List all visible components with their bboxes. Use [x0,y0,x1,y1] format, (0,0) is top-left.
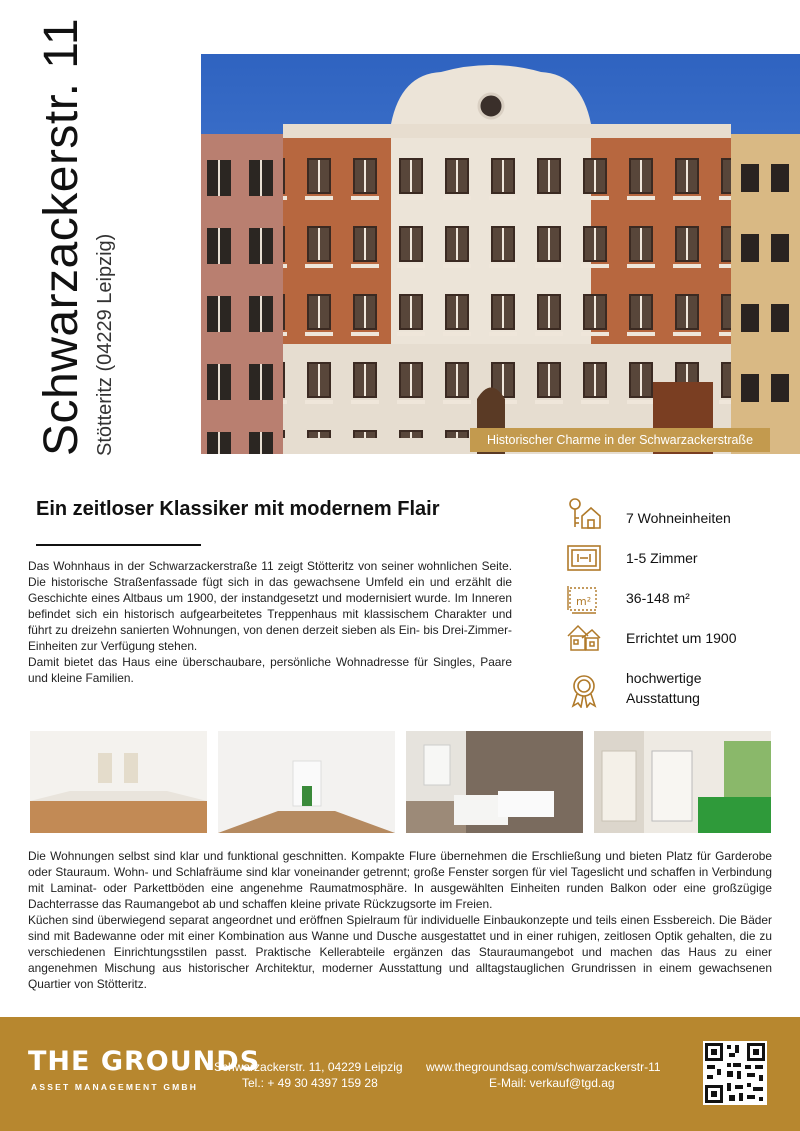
location-subtitle: Stötteritz (04229 Leipzig) [94,233,116,456]
feature-icon-building [566,620,602,661]
interior-photo-hallway [218,731,395,833]
company-logo: THE GROUNDS [28,1046,261,1077]
vertical-title [35,17,116,456]
feature-icon-floorplan [566,540,602,581]
svg-text:m²: m² [576,595,592,608]
feature-rooms: 1-5 Zimmer [626,550,698,566]
feature-icon-area [566,580,602,621]
feature-built: Errichtet um 1900 [626,630,737,646]
quality-badge-icon [566,672,602,708]
floorplan-icon [566,540,602,576]
area-m2-icon [566,580,602,616]
interior-photo-living-room [30,731,207,833]
page-title: Schwarzackerstr. 11 [35,17,88,456]
interior-photo-balcony [594,731,771,833]
interior-photo-bathroom [406,731,583,833]
section-heading: Ein zeitloser Klassiker mit modernem Flair [36,498,440,520]
feature-area: 36-148 m² [626,590,690,606]
feature-icon-key-house [566,496,602,537]
qr-code[interactable] [703,1041,767,1105]
footer-address: Schwarzackerstr. 11, 04229 Leipzig [214,1060,403,1074]
description-paragraph: Die Wohnungen selbst sind klar und funktional geschnitten. Kompakte Flure übernehmen die Erschließung und bieten Platz für Garderobe oder Stauraum. Wohn- und Schlafräume sind klar voneinander getrennt; große Fenster sorgen für viel Tageslicht und schaffen in Verbindung mit Laminat- oder Parkettböden eine angenehme Raumatmosphäre. In ausgewählten Einheiten runden Balkon oder eine großzügige Dachterrasse das Raumangebot ab und schaffen kleine private Rückzugsorte im Freien. Küchen sind überwiegend separat angeordnet und eröffnen Spielraum für individuelle Einbaukonzepte und teils einen Essbereich. Die Bäder sind mit Badewanne oder mit einer Kombination aus Wanne und Dusche ausgestattet und in einer ruhigen, zeitlosen Optik gehalten, die zu verschiedenen Einrichtungsstilen passt. Praktische Kellerabteile ergänzen das Stauraumangebot und machen das Haus zu einer angenehmen Mischung aus historischer Architektur, moderner Ausstattung und alltagstauglichen Grundrissen in einem gewachsenen Quartier von Stötteritz. [28,849,772,991]
key-house-icon [566,496,602,532]
company-logo-subtitle: ASSET MANAGEMENT GMBH [31,1082,199,1092]
intro-paragraph: Das Wohnhaus in der Schwarzackerstraße 11 zeigt Stötteritz von seiner wohnlichen Seite. Die historische Straßenfassade fügt sich in das gewachsene Umfeld ein und erzählt die Geschichte eines Altbaus um 1900, der instandgesetzt und modernisiert wurde. Im Inneren befindet sich ein historisch aufgearbeitetes Treppenhaus mit klassischem Charakter und führt zu dreizehn sanierten Wohnungen, von denen derzeit sieben als Ein- bis Drei-Zimmer-Einheiten zur Verfügung stehen. Damit bietet das Haus eine überschaubare, persönliche Wohnadresse für Singles, Paare und kleine Familien. [28,559,512,685]
hero-building-photo [201,54,800,454]
feature-quality: hochwertige Ausstattung [626,670,702,706]
footer-website-link[interactable]: www.thegroundsag.com/schwarzackerstr-11 [426,1060,661,1074]
feature-units: 7 Wohneinheiten [626,510,731,526]
hero-caption: Historischer Charme in der Schwarzackerstraße [470,428,770,452]
footer-email-link[interactable]: E-Mail: verkauf@tgd.ag [489,1076,615,1090]
building-icon [566,620,602,656]
heading-underline [36,544,201,546]
footer-phone: Tel.: + 49 30 4397 159 28 [242,1076,378,1090]
feature-icon-quality [566,672,602,713]
